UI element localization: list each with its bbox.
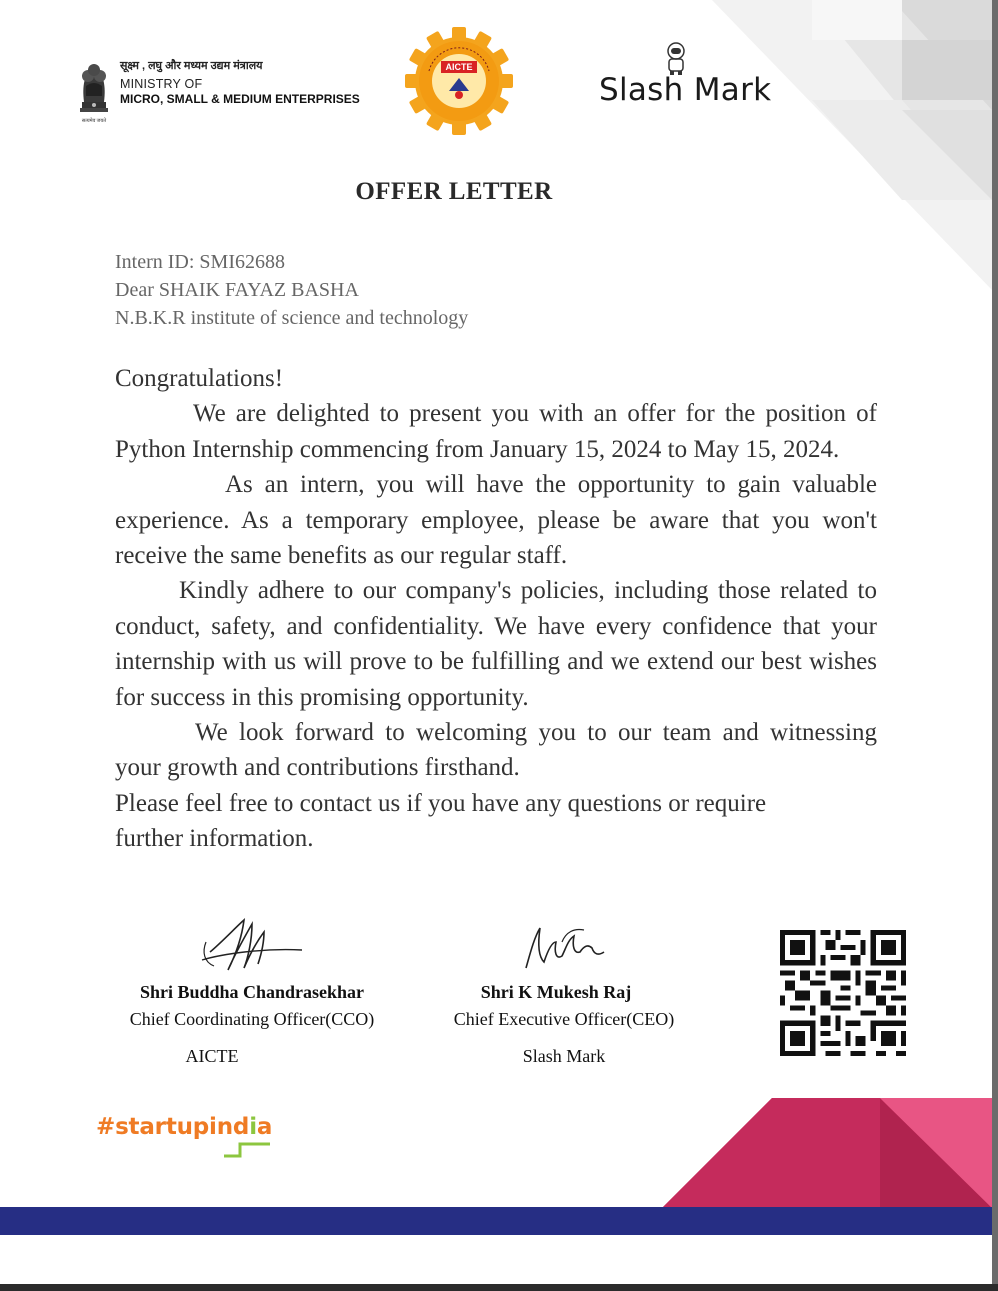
- intern-id: Intern ID: SMI62688: [115, 251, 285, 273]
- recipient-name: Dear SHAIK FAYAZ BASHA: [115, 279, 359, 301]
- letter-body: [115, 361, 877, 857]
- signatory-name: Shri K Mukesh Raj: [480, 982, 632, 1002]
- signature-mukesh-raj: [504, 912, 624, 978]
- letter-title: OFFER LETTER: [355, 178, 553, 205]
- signatory-role: Chief Executive Officer(CEO): [453, 1009, 675, 1029]
- slash-mark-logo-text: Slash Mark: [599, 72, 772, 108]
- signatory-org: AICTE: [185, 1046, 239, 1066]
- paragraph-contact: Please feel free to contact us if you have any questions or require further information.: [115, 789, 767, 853]
- msme-logo: [74, 56, 360, 124]
- recipient-institute: N.B.K.R institute of science and technology: [115, 307, 469, 329]
- startup-india-logo-a: a: [256, 1114, 273, 1140]
- ministry-line-1: MINISTRY OF: [120, 77, 203, 91]
- greeting: Congratulations!: [115, 365, 284, 392]
- slash-mark-logo: [599, 42, 772, 112]
- aicte-logo: [404, 26, 514, 136]
- national-emblem-icon: [74, 56, 114, 124]
- corner-decoration-bottom: [662, 1098, 992, 1208]
- footer-bar: [0, 1207, 993, 1235]
- viewer-bottom-edge: [0, 1284, 998, 1291]
- startup-india-logo: [96, 1114, 272, 1140]
- svg-text:सत्यमेव जयते: सत्यमेव जयते: [81, 119, 107, 124]
- signatory-role: Chief Coordinating Officer(CCO): [129, 1009, 375, 1029]
- signatory-org: Slash Mark: [522, 1046, 606, 1066]
- startup-india-logo-text: #startupind: [96, 1114, 250, 1140]
- qr-code: [780, 930, 906, 1056]
- astronaut-icon: [663, 42, 689, 76]
- viewer-scrollbar[interactable]: [992, 0, 998, 1291]
- signatory-slash-mark: [424, 912, 704, 1067]
- aicte-logo-label: AICTE: [445, 62, 473, 72]
- paragraph-policies: Kindly adhere to our company's policies, including those related to conduct, safety, and confidentiality. We have every confidence that your internship with us will prove to be fulfilling and we extend our best wishes for success in this promising opportunity.: [115, 577, 877, 711]
- ministry-line-2: MICRO, SMALL & MEDIUM ENTERPRISES: [120, 92, 360, 106]
- signatory-aicte: [112, 912, 392, 1067]
- startup-india-tick-icon: [224, 1138, 270, 1158]
- signatory-name: Shri Buddha Chandrasekhar: [139, 982, 365, 1002]
- paragraph-intern-terms: As an intern, you will have the opportunity to gain valuable experience. As a temporary employee, please be aware that you won't receive the same benefits as our regular staff.: [115, 471, 877, 570]
- startup-india-logo-i: i: [249, 1114, 257, 1140]
- ministry-hindi-name: सूक्ष्म , लघु और मध्यम उद्यम मंत्रालय: [120, 60, 263, 72]
- signature-chandrasekhar: [192, 912, 312, 978]
- paragraph-welcome: We look forward to welcoming you to our team and witnessing your growth and contributions firsthand.: [115, 719, 877, 782]
- paragraph-offer: We are delighted to present you with an offer for the position of Python Internship commencing from January 15, 2024 to May 15, 2024.: [115, 400, 877, 463]
- recipient-details: [115, 248, 468, 332]
